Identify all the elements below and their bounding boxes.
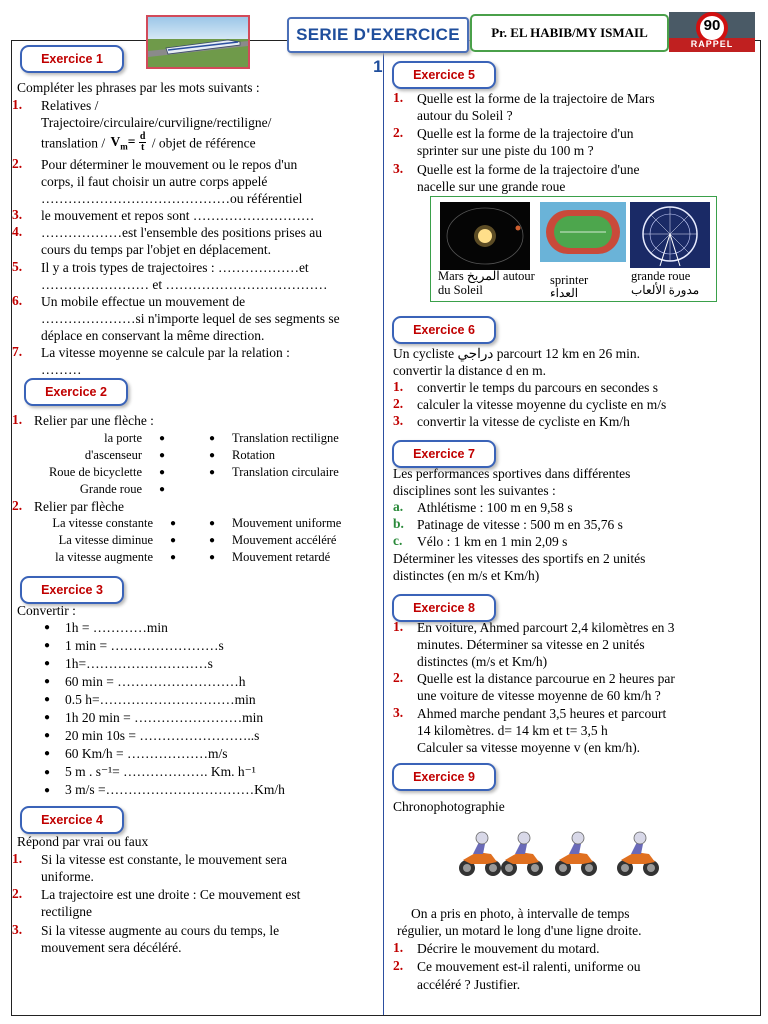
ex7-item-c: Vélo : 1 km en 1 min 2,09 s bbox=[417, 534, 568, 549]
ferris-wheel-image bbox=[630, 202, 710, 268]
ex2-left1-1: d'ascenseur bbox=[84, 448, 142, 462]
ex1-item-2b: corps, il faut choisir un autre corps appelé bbox=[41, 174, 268, 189]
ex1-objet: / objet de référence bbox=[151, 135, 256, 151]
ex5-q1a: Quelle est la forme de la trajectoire de Mars bbox=[417, 91, 655, 106]
logo-number: 90 bbox=[703, 17, 721, 34]
ex8-q1c: distinctes (m/s et Km/h) bbox=[417, 654, 548, 669]
ex4-item-2b: rectiligne bbox=[41, 904, 92, 919]
ex1-item-4a: ………………est l'ensemble des positions prises au bbox=[41, 225, 323, 240]
ex5-caption-2b: العداء bbox=[550, 286, 579, 300]
ex9-num-1: 1. bbox=[393, 940, 404, 955]
logo-caption: RAPPEL bbox=[690, 39, 734, 49]
ex4-item-1a: Si la vitesse est constante, le mouvement sera bbox=[41, 852, 287, 867]
ex2-dot-r3: ● bbox=[209, 467, 216, 478]
ex9-q1: Décrire le mouvement du motard. bbox=[417, 941, 600, 956]
ex3-item-3: 60 min = ………………………h bbox=[65, 674, 246, 689]
chronophotography-image bbox=[455, 824, 665, 878]
ex6-q1: convertir le temps du parcours en secondes s bbox=[417, 380, 659, 395]
ex5-caption-2a: sprinter bbox=[550, 273, 589, 287]
author-name: Pr. EL HABIB/MY ISMAIL bbox=[491, 25, 648, 40]
ex3-item-8: 5 m . s⁻¹= ………………. Km. h⁻¹ bbox=[65, 764, 256, 779]
ex5-image-panel bbox=[430, 196, 717, 302]
ex3-item-4: 0.5 h=…………………………min bbox=[65, 692, 256, 707]
formula-sub: m bbox=[120, 141, 128, 152]
ex1-item-6a: Un mobile effectue un mouvement de bbox=[41, 294, 246, 309]
ex2-left1-2: Roue de bicyclette bbox=[48, 465, 142, 479]
ex5-num-1: 1. bbox=[393, 90, 404, 105]
column-divider bbox=[383, 40, 384, 1015]
formula-v: V bbox=[110, 134, 121, 149]
ex7-line-3: Déterminer les vitesses des sportifs en 2 unités bbox=[393, 551, 646, 566]
ex6-q2: calculer la vitesse moyenne du cycliste en m/s bbox=[417, 397, 667, 412]
ex4-num-1: 1. bbox=[12, 851, 23, 866]
ex3-bullet-9: ● bbox=[44, 785, 51, 796]
ex3-item-9: 3 m/s =……………………………Km/h bbox=[65, 782, 285, 797]
ex1-num-7: 7. bbox=[12, 344, 23, 359]
ex2-dot-l2: ● bbox=[159, 450, 166, 461]
ex1-num-6: 6. bbox=[12, 293, 23, 308]
ex1-num-3: 3. bbox=[12, 207, 23, 222]
velocity-formula: $V_m=$ $\frac{d}{t}$ bbox=[110, 131, 146, 154]
ex7-item-b: Patinage de vitesse : 500 m en 35,76 s bbox=[417, 517, 623, 532]
ex1-item-5a: Il y a trois types de trajectoires : ………………et bbox=[41, 260, 309, 275]
page-title: SERIE D'EXERCICE 1 bbox=[296, 25, 460, 76]
exercice-4-badge: Exercice 4 bbox=[20, 806, 124, 834]
exercice-8-badge: Exercice 8 bbox=[392, 594, 496, 622]
ex5-q3a: Quelle est la forme de la trajectoire d'une bbox=[417, 162, 640, 177]
ex3-bullet-6: ● bbox=[44, 730, 51, 741]
ex2-dot2-l3: ● bbox=[170, 552, 177, 563]
ex1-item-2a: Pour déterminer le mouvement ou le repos d'un bbox=[41, 157, 298, 172]
ex9-paragraph-1: On a pris en photo, à intervalle de temps bbox=[411, 906, 630, 921]
ex5-caption-3b: مدورة الألعاب bbox=[631, 283, 700, 297]
ex9-q2b: accéléré ? Justifier. bbox=[417, 977, 521, 992]
exercice-3-badge: Exercice 3 bbox=[20, 576, 124, 604]
ex2-left2-0: La vitesse constante bbox=[52, 516, 153, 530]
ex2-left2-2: la vitesse augmente bbox=[55, 550, 153, 564]
ex2-num-2: 2. bbox=[12, 498, 23, 513]
ex2-dot-r2: ● bbox=[209, 450, 216, 461]
ex7-letter-a: a. bbox=[393, 499, 404, 514]
ex3-bullet-5: ● bbox=[44, 712, 51, 723]
ex2-left1-3: Grande roue bbox=[79, 482, 142, 496]
ex8-q2a: Quelle est la distance parcourue en 2 heures par bbox=[417, 671, 675, 686]
ex2-right1-2: Translation circulaire bbox=[232, 465, 339, 479]
ex2-right2-0: Mouvement uniforme bbox=[232, 516, 342, 530]
ex1-item-4b: cours du temps par l'objet en déplacement. bbox=[41, 242, 271, 257]
ex3-item-7: 60 Km/h = ………………m/s bbox=[65, 746, 228, 761]
ex3-bullet-8: ● bbox=[44, 767, 51, 778]
ex7-letter-c: c. bbox=[393, 533, 403, 548]
ex1-item-1a: Relatives / bbox=[41, 98, 99, 113]
ex6-num-3: 3. bbox=[393, 413, 404, 428]
ex2-dot2-r3: ● bbox=[209, 552, 216, 563]
ex3-intro: Convertir : bbox=[17, 603, 76, 618]
ex2-left1-0: la porte bbox=[104, 431, 142, 445]
ex1-item-6b: …………………si n'importe lequel de ses segments se bbox=[41, 311, 340, 326]
ex8-num-3: 3. bbox=[393, 705, 404, 720]
ex5-caption-1b: du Soleil bbox=[438, 283, 483, 297]
ex9-paragraph-2: régulier, un motard le long d'une ligne droite. bbox=[397, 923, 642, 938]
ex8-q3c: Calculer sa vitesse moyenne v (en km/h). bbox=[417, 740, 641, 755]
ex8-q1b: minutes. Déterminer sa vitesse en 2 unités bbox=[417, 637, 645, 652]
ex3-bullet-4: ● bbox=[44, 694, 51, 705]
ex5-caption-3a: grande roue bbox=[631, 269, 691, 283]
ex8-q1a: En voiture, Ahmed parcourt 2,4 kilomètres en 3 bbox=[417, 620, 675, 635]
ex3-bullet-7: ● bbox=[44, 748, 51, 759]
ex3-bullet-3: ● bbox=[44, 676, 51, 687]
ex1-item-7b: ……… bbox=[41, 362, 82, 377]
ex1-num-2: 2. bbox=[12, 156, 23, 171]
formula-denominator: t bbox=[140, 142, 145, 154]
ex7-line-1: Les performances sportives dans différentes bbox=[393, 466, 631, 481]
ex2-dot2-l2: ● bbox=[170, 535, 177, 546]
ex2-right1-0: Translation rectiligne bbox=[232, 431, 339, 445]
ex4-item-3b: mouvement sera décéléré. bbox=[41, 940, 182, 955]
ex5-q1b: autour du Soleil ? bbox=[417, 108, 513, 123]
running-track-image bbox=[540, 202, 626, 262]
ex3-item-0: 1h = …………min bbox=[65, 620, 168, 635]
ex6-q3: convertir la vitesse de cycliste en Km/h bbox=[417, 414, 630, 429]
ex9-num-2: 2. bbox=[393, 958, 404, 973]
ex1-num-4: 4. bbox=[12, 224, 23, 239]
ex4-num-3: 3. bbox=[12, 922, 23, 937]
ex1-intro: Compléter les phrases par les mots suivants : bbox=[17, 80, 260, 95]
ex5-num-2: 2. bbox=[393, 125, 404, 140]
ex3-item-2: 1h=………………………s bbox=[65, 656, 213, 671]
ex7-item-a: Athlétisme : 100 m en 9,58 s bbox=[417, 500, 573, 515]
ex6-line-1: Un cycliste دراجي parcourt 12 km en 26 min. bbox=[393, 346, 640, 361]
exercice-2-badge: Exercice 2 bbox=[24, 378, 128, 406]
ex1-translation: translation / bbox=[41, 135, 106, 151]
ex2-num-1: 1. bbox=[12, 412, 23, 427]
ex3-item-1: 1 min = ……………………s bbox=[65, 638, 224, 653]
ex1-num-1: 1. bbox=[12, 97, 23, 112]
ex5-q3b: nacelle sur une grande roue bbox=[417, 179, 566, 194]
ex1-item-7a: La vitesse moyenne se calcule par la relation : bbox=[41, 345, 290, 360]
author-box bbox=[470, 14, 669, 52]
ex7-letter-b: b. bbox=[393, 516, 404, 531]
ex4-item-3a: Si la vitesse augmente au cours du temps, le bbox=[41, 923, 280, 938]
ex4-item-1b: uniforme. bbox=[41, 869, 94, 884]
ex2-dot-r1: ● bbox=[209, 433, 216, 444]
ex6-num-1: 1. bbox=[393, 379, 404, 394]
ex7-line-4: distinctes (en m/s et Km/h) bbox=[393, 568, 540, 583]
ex2-q2: Relier par flèche bbox=[34, 499, 124, 514]
ex5-q2b: sprinter sur une piste du 100 m ? bbox=[417, 143, 594, 158]
exercice-9-badge: Exercice 9 bbox=[392, 763, 496, 791]
ex8-num-1: 1. bbox=[393, 619, 404, 634]
ex5-q2a: Quelle est la forme de la trajectoire d'un bbox=[417, 126, 634, 141]
ex3-item-5: 1h 20 min = ……………………min bbox=[65, 710, 264, 725]
rappel-logo bbox=[669, 12, 755, 52]
ex6-num-2: 2. bbox=[393, 396, 404, 411]
exercice-5-badge: Exercice 5 bbox=[392, 61, 496, 89]
ex8-num-2: 2. bbox=[393, 670, 404, 685]
ex2-right2-1: Mouvement accéléré bbox=[232, 533, 337, 547]
ex9-title: Chronophotographie bbox=[393, 799, 505, 814]
ex5-caption-1a: Mars المريخ autour bbox=[438, 269, 535, 283]
ex7-line-2: disciplines sont les suivantes : bbox=[393, 483, 556, 498]
ex1-num-5: 5. bbox=[12, 259, 23, 274]
ex1-item-5b: …………………… et ……………………………… bbox=[41, 277, 328, 292]
ex8-q3b: 14 kilomètres. d= 14 km et t= 3,5 h bbox=[417, 723, 608, 738]
ex2-right1-1: Rotation bbox=[232, 448, 276, 462]
ex1-item-6c: déplace en conservant la même direction. bbox=[41, 328, 265, 343]
ex2-dot-l1: ● bbox=[159, 433, 166, 444]
ex9-q2a: Ce mouvement est-il ralenti, uniforme ou bbox=[417, 959, 641, 974]
exercice-6-badge: Exercice 6 bbox=[392, 316, 496, 344]
ex4-intro: Répond par vrai ou faux bbox=[17, 834, 149, 849]
ex1-item-3: le mouvement et repos sont ……………………… bbox=[41, 208, 315, 223]
ex4-num-2: 2. bbox=[12, 886, 23, 901]
ex8-q3a: Ahmed marche pendant 3,5 heures et parcourt bbox=[417, 706, 667, 721]
ex6-line-2: convertir la distance d en m. bbox=[393, 363, 546, 378]
ex2-dot2-r1: ● bbox=[209, 518, 216, 529]
ex1-item-1c bbox=[41, 131, 256, 158]
ex5-num-3: 3. bbox=[393, 161, 404, 176]
ex4-item-2a: La trajectoire est une droite : Ce mouvement est bbox=[41, 887, 301, 902]
ex2-dot2-r2: ● bbox=[209, 535, 216, 546]
ex3-bullet-0: ● bbox=[44, 622, 51, 633]
ex2-dot-l3: ● bbox=[159, 467, 166, 478]
ex8-q2b: une voiture de vitesse moyenne de 60 km/h ? bbox=[417, 688, 661, 703]
formula-numerator: d bbox=[139, 131, 146, 143]
ex2-dot2-l1: ● bbox=[170, 518, 177, 529]
ex2-dot-l4: ● bbox=[159, 484, 166, 495]
ex1-item-1b: Trajectoire/circulaire/curviligne/rectiligne/ bbox=[41, 115, 272, 130]
mars-orbit-image bbox=[440, 202, 530, 270]
ex2-q1: Relier par une flèche : bbox=[34, 413, 154, 428]
exercice-1-badge: Exercice 1 bbox=[20, 45, 124, 73]
exercice-7-badge: Exercice 7 bbox=[392, 440, 496, 468]
ex1-item-2c: ……………………………………ou référentiel bbox=[41, 191, 303, 206]
ex2-left2-1: La vitesse diminue bbox=[58, 533, 153, 547]
header-train-image bbox=[146, 15, 250, 69]
ex3-bullet-1: ● bbox=[44, 640, 51, 651]
ex3-item-6: 20 min 10s = ……………………..s bbox=[65, 728, 260, 743]
ex3-bullet-2: ● bbox=[44, 658, 51, 669]
ex2-right2-2: Mouvement retardé bbox=[232, 550, 331, 564]
